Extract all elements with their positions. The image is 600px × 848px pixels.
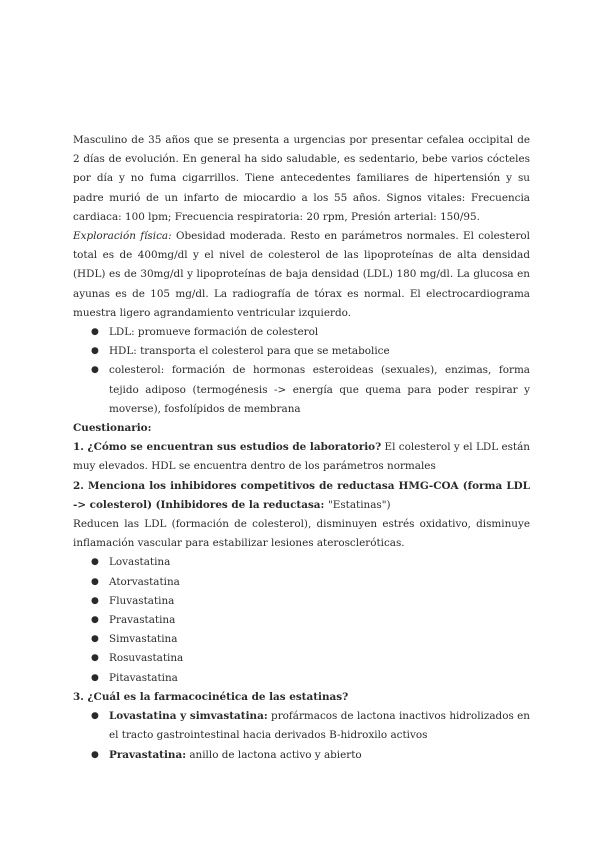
question-2-text: 2. Menciona los inhibidores competitivos de reductasa HMG-COA (forma LDL -> colesterol) (Inhibidores de la reductasa: <box>73 479 530 511</box>
question-1 <box>73 438 530 476</box>
answer-2: Reducen las LDL (formación de colesterol), disminuyen estrés oxidativo, disminuye inflamación vascular para estabilizar lesiones ateroscleróticas. <box>73 518 530 550</box>
list-item: ● Lovastatina <box>73 553 530 572</box>
list-item: ● Lovastatina y simvastatina: profármacos de lactona inactivos hidrolizados en el tracto gastrointestinal hacia derivados B-hidroxilo activos <box>73 707 530 745</box>
questionnaire-heading: Cuestionario: <box>73 422 152 435</box>
list-item: ● Atorvastatina <box>73 573 530 592</box>
list-item: ● Rosuvastatina <box>73 649 530 668</box>
bullet-icon: ● <box>91 653 99 664</box>
bullet-icon: ● <box>91 672 99 683</box>
bullet-icon: ● <box>91 557 99 568</box>
question-2 <box>73 477 530 515</box>
list-item: ● Pravastatina: anillo de lactona activo y abierto <box>73 746 530 765</box>
bullet-icon: ● <box>91 615 99 626</box>
question-1-text: 1. ¿Cómo se encuentran sus estudios de laboratorio? <box>73 441 382 454</box>
statins-list <box>73 553 530 687</box>
question-2-tail: "Estatinas") <box>327 498 391 511</box>
list-item: ● Pitavastatina <box>73 669 530 688</box>
list-item: ● Fluvastatina <box>73 592 530 611</box>
bullet-icon: ● <box>91 595 99 606</box>
question-3-text: 3. ¿Cuál es la farmacocinética de las estatinas? <box>73 690 349 703</box>
answer-1-text: El colesterol y el LDL están muy elevados. HDL se encuentra dentro de los parámetros normales <box>73 441 530 473</box>
list-item: ● Simvastatina <box>73 630 530 649</box>
bullet-icon: ● <box>91 634 99 645</box>
list-item: ● LDL: promueve formación de colesterol <box>73 323 530 342</box>
list-item: ● colesterol: formación de hormonas esteroideas (sexuales), enzimas, forma tejido adiposo (termogénesis -> energía que quema para poder respirar y moverse), fosfolípidos de membrana <box>73 361 530 419</box>
notes-list <box>73 323 530 419</box>
list-item: ● HDL: transporta el colesterol para que se metabolice <box>73 342 530 361</box>
bullet-icon: ● <box>91 327 99 338</box>
bullet-icon: ● <box>91 576 99 587</box>
physical-exam <box>73 227 530 323</box>
list-item: ● Pravastatina <box>73 611 530 630</box>
exam-label: Exploración física: <box>73 230 172 243</box>
pharmacokinetics-list <box>73 707 530 765</box>
bullet-icon: ● <box>91 365 99 376</box>
bullet-icon: ● <box>91 711 99 722</box>
bullet-icon: ● <box>91 346 99 357</box>
exam-text: Obesidad moderada. Resto en parámetros normales. El colesterol total es de 400mg/dl y el nivel de colesterol de las lipoproteínas de alta densidad (HDL) es de 30mg/dl y lipoproteínas de baja densidad (LDL) 180 mg/dl. La glucosa en ayunas es de 105 mg/dl. La radiografía de tórax es normal. El electrocardiograma muestra ligero agrandamiento ventricular izquierdo. <box>73 230 530 319</box>
bullet-icon: ● <box>91 749 99 760</box>
case-intro: Masculino de 35 años que se presenta a urgencias por presentar cefalea occipital de 2 días de evolución. En general ha sido saludable, es sedentario, bebe varios cócteles por día y no fuma cigarrillos. Tiene antecedentes familiares de hipertensión y su padre murió de un infarto de miocardio a los 55 años. Signos vitales: Frecuencia cardiaca: 100 lpm; Frecuencia respiratoria: 20 rpm, Presión arterial: 150/95. <box>73 134 530 223</box>
